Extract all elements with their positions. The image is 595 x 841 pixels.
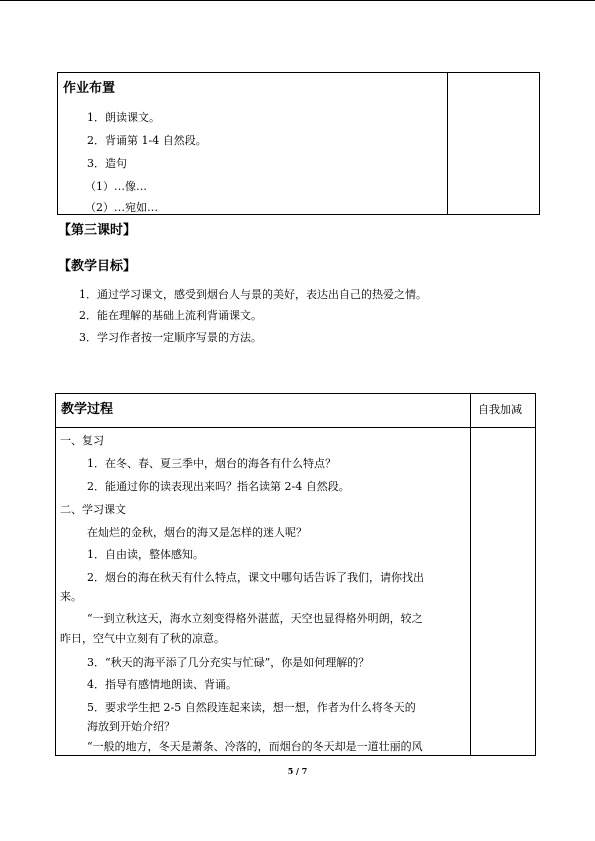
process-line: “一般的地方，冬天是萧条、冷落的，而烟台的冬天却是一道壮丽的风 (87, 740, 423, 753)
process-header-rule (55, 427, 536, 428)
process-line: 海放到开始介绍？ (87, 720, 175, 733)
process-title: 教学过程 (61, 402, 114, 417)
process-line: 一、复习 (60, 434, 104, 447)
process-line: 1．自由读，整体感知。 (87, 548, 204, 561)
goal-item: 1．通过学习课文，感受到烟台人与景的美好，表达出自己的热爱之情。 (79, 288, 427, 301)
homework-item: （1）…像… (85, 180, 147, 193)
page-number: 5 / 7 (287, 766, 308, 776)
homework-item: （2）…宛如… (85, 201, 158, 214)
process-line: 二、学习课文 (60, 503, 126, 516)
process-line: 2．烟台的海在秋天有什么特点，课文中哪句话告诉了我们，请你找出 (87, 571, 424, 584)
process-line: 3．“秋天的海平添了几分充实与忙碌”，你是如何理解的？ (87, 656, 370, 669)
process-line: 2．能通过你的读表现出来吗？指名读第 2-4 自然段。 (87, 480, 350, 493)
process-table-divider (470, 393, 471, 756)
process-line: 1．在冬、春、夏三季中，烟台的海各有什么特点？ (87, 457, 336, 470)
goal-item: 3．学习作者按一定顺序写景的方法。 (79, 331, 262, 344)
goal-item: 2．能在理解的基础上流利背诵课文。 (79, 309, 262, 322)
process-line: 昨日，空气中立刻有了秋的凉意。 (60, 632, 225, 645)
homework-item: 2．背诵第 1-4 自然段。 (87, 134, 207, 147)
process-line: 在灿烂的金秋，烟台的海又是怎样的迷人呢？ (87, 526, 307, 539)
process-line: “一到立秋这天，海水立刻变得格外湛蓝，天空也显得格外明朗，较之 (87, 612, 423, 625)
process-side-header: 自我加减 (478, 403, 522, 416)
lesson-three-heading: 【第三课时】 (58, 223, 137, 238)
process-line: 来。 (60, 590, 82, 603)
homework-item: 3．造句 (87, 157, 127, 170)
homework-item: 1．朗读课文。 (87, 111, 160, 124)
homework-table-divider (447, 72, 448, 215)
teaching-goals-heading: 【教学目标】 (58, 259, 137, 274)
page-top-rule (0, 0, 595, 1)
homework-title: 作业布置 (63, 81, 116, 96)
process-line: 4．指导有感情地朗读、背诵。 (87, 678, 237, 691)
process-line: 5．要求学生把 2-5 自然段连起来读，想一想，作者为什么将冬天的 (87, 701, 416, 714)
